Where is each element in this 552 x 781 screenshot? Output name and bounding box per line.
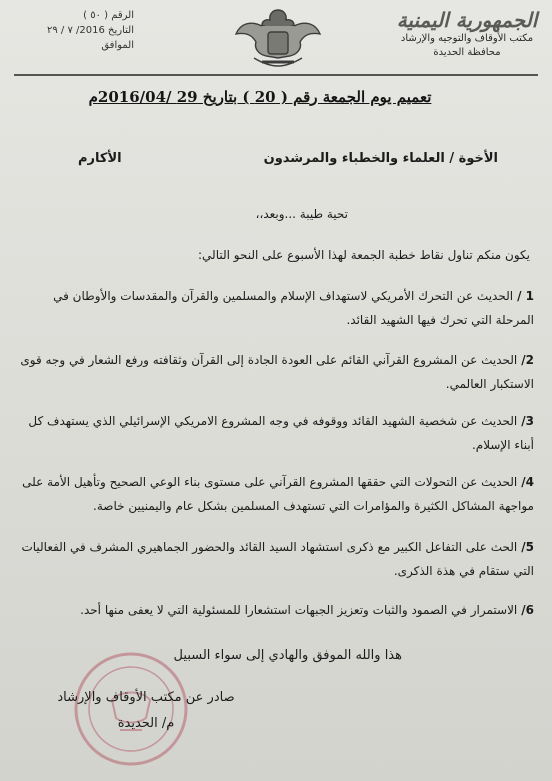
ref-value: ( ٥٠ )	[83, 10, 109, 21]
item-text: الحديث عن التحولات التي حققها المشروع القرآني على مستوى بناء الوعي الصحيح وتأهيل الأمة على مواجهة المشاكل الكثيرة والمؤامرات التي تستهدف المسلمين بشكل عام واليمنيين خاصة.	[22, 475, 534, 513]
issuer-place: م/ الحديدة	[117, 716, 175, 731]
list-item	[20, 470, 534, 518]
list-item	[20, 284, 534, 332]
document-title: تعميم يوم الجمعة رقم ( 20 ) بتاريخ 29 /2016/04م	[88, 88, 432, 106]
eagle-emblem-icon	[232, 2, 324, 74]
item-number: 5/	[521, 540, 534, 554]
date-label: التاريخ	[108, 25, 134, 36]
reference-block	[14, 8, 134, 53]
letterhead-governorate: محافظة الحديدة	[433, 47, 501, 58]
issuer: صادر عن مكتب الأوقاف والإرشاد	[57, 690, 235, 705]
addressee-line	[78, 151, 498, 166]
item-text: الحديث عن المشروع القرآني القائم على العودة الجادة إلى القرآن وثقافته ورفع الشعار في وجه قوى الاستكبار العالمي.	[20, 353, 534, 391]
item-number: 1 /	[517, 289, 534, 303]
letterhead-right	[392, 8, 542, 60]
corresponds-label: الموافق	[101, 40, 134, 51]
intro-line: يكون منكم تناول نقاط خطبة الجمعة لهذا الأسبوع على النحو التالي:	[198, 248, 530, 262]
list-item	[20, 409, 534, 457]
item-text: الاستمرار في الصمود والثبات وتعزيز الجبهات استشعارا للمسئولية التي لا يعفى منها أحد.	[80, 603, 518, 617]
letterhead-brand: الجمهورية اليمنية	[396, 8, 538, 32]
header-divider	[14, 74, 538, 76]
list-item	[20, 598, 534, 622]
list-item	[20, 535, 534, 583]
item-number: 4/	[521, 475, 534, 489]
date-value: 2016/ ٧ / ٢٩	[46, 25, 105, 36]
item-number: 3/	[521, 414, 534, 428]
closing-line: هذا والله الموفق والهادي إلى سواء السبيل	[173, 648, 402, 663]
item-number: 2/	[521, 353, 534, 367]
honorific: الأكارم	[78, 151, 122, 166]
item-text: الحث على التفاعل الكبير مع ذكرى استشهاد السيد القائد والحضور الجماهيري المشرف في الفعاليات التي ستقام في هذة الذكرى.	[21, 540, 534, 578]
item-number: 6/	[521, 603, 534, 617]
ref-label: الرقم	[111, 10, 134, 21]
addressee: الأخوة / العلماء والخطباء والمرشدون	[263, 151, 498, 166]
item-text: الحديث عن التحرك الأمريكي لاستهداف الإسلام والمسلمين والقرآن والمقدسات والأوطان في المرحلة التي تحرك فيها الشهيد القائد.	[53, 289, 534, 327]
signature-block	[36, 685, 256, 737]
greeting: تحية طيبة ...وبعد،،	[255, 207, 348, 221]
list-item	[20, 348, 534, 396]
letterhead-ministry: مكتب الأوقاف والتوجيه والإرشاد	[400, 33, 534, 44]
item-text: الحديث عن شخصية الشهيد القائد ووقوفه في وجه المشروع الامريكي الإسرائيلي الذي يستهدف كل أبناء الإسلام.	[28, 414, 534, 452]
